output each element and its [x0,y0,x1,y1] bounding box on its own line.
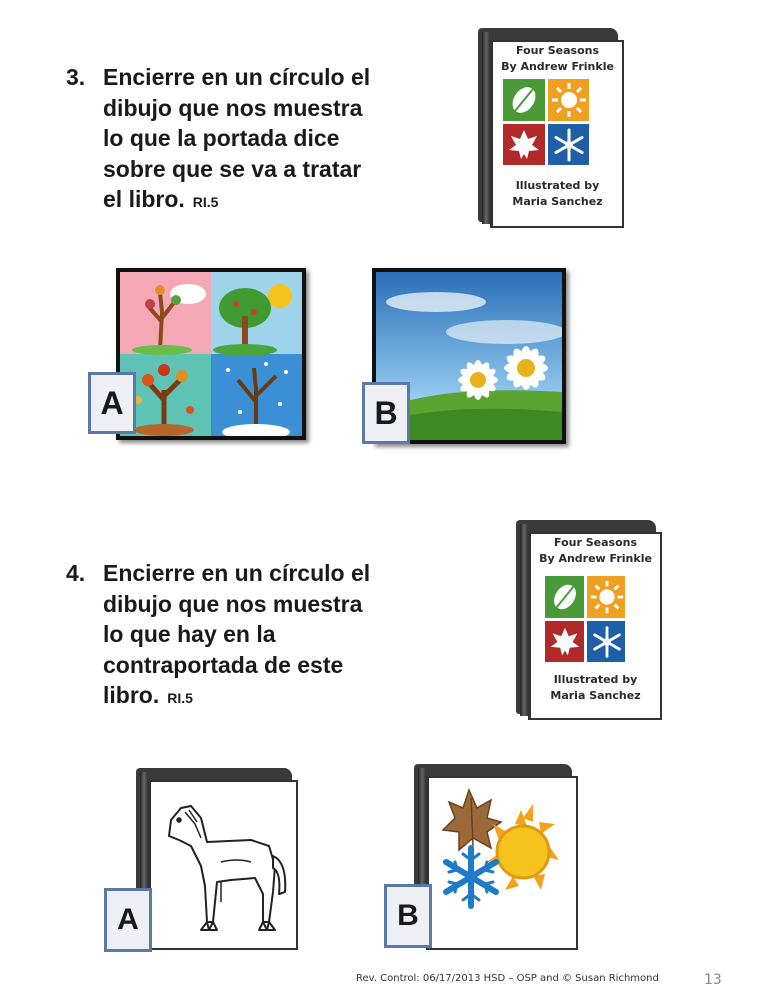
season-tiles [503,79,589,165]
sun-tile-icon [548,79,590,121]
maple-leaf-tile-icon [545,621,584,663]
standard-code: RI.5 [167,690,193,706]
option-a-label-q3[interactable]: A [88,372,136,434]
question-line: libro. [103,682,160,708]
cover-title: Four Seasons [516,44,599,57]
autumn-leaf-icon [443,790,501,850]
snowflake-icon [446,848,496,906]
snowflake-tile-icon [548,124,590,166]
season-tiles [545,576,625,662]
book-cover-q3 [478,28,624,228]
sun-icon [487,804,559,890]
book-front [426,776,578,950]
question-number: 4. [66,560,86,586]
standard-code: RI.5 [192,194,219,210]
question-line: sobre que se va a tratar [103,155,362,182]
question-line: contraportada de este [103,651,344,678]
leaf-tile-icon [503,79,545,121]
question-3 [66,62,370,218]
horse-book-option[interactable] [136,768,298,950]
option-b-label-q3[interactable]: B [362,382,410,444]
option-a-label-q4[interactable]: A [104,888,152,952]
question-line: lo que hay en la [103,621,276,647]
option-b-label-q4[interactable]: B [384,884,432,948]
snowflake-tile-icon [587,621,626,663]
cover-illustrated: Illustrated by [553,673,638,686]
horse-icon [151,782,297,948]
book-front [490,40,624,228]
sun-tile-icon [587,576,626,618]
question-number: 3. [66,64,86,90]
book-spine [482,32,490,224]
cover-author: By Andrew Frinkle [501,60,614,73]
page-number: 13 [704,972,722,988]
book-front [148,780,298,950]
book-spine [520,524,528,716]
cover-illustrator: Maria Sanchez [512,195,603,208]
question-line: el libro. [103,186,185,212]
four-seasons-trees-image[interactable] [116,268,306,440]
question-line: Encierre en un círculo el [103,64,371,90]
cover-title: Four Seasons [554,536,637,549]
leaf-tile-icon [545,576,584,618]
cover-author: By Andrew Frinkle [539,552,652,565]
question-line: dibujo que nos muestra [103,94,363,121]
book-front [528,532,662,720]
cover-illustrated: Illustrated by [515,179,600,192]
question-4 [66,558,370,714]
question-line: dibujo que nos muestra [103,590,363,617]
revision-footer: Rev. Control: 06/17/2013 HSD – OSP and © Susan Richmond [356,973,659,984]
seasons-symbols-book-option[interactable] [414,764,578,950]
cover-illustrator: Maria Sanchez [550,689,641,702]
book-cover-q4 [516,520,662,720]
question-line: Encierre en un círculo el [103,560,371,586]
maple-leaf-tile-icon [503,124,545,166]
question-line: lo que la portada dice [103,125,340,151]
